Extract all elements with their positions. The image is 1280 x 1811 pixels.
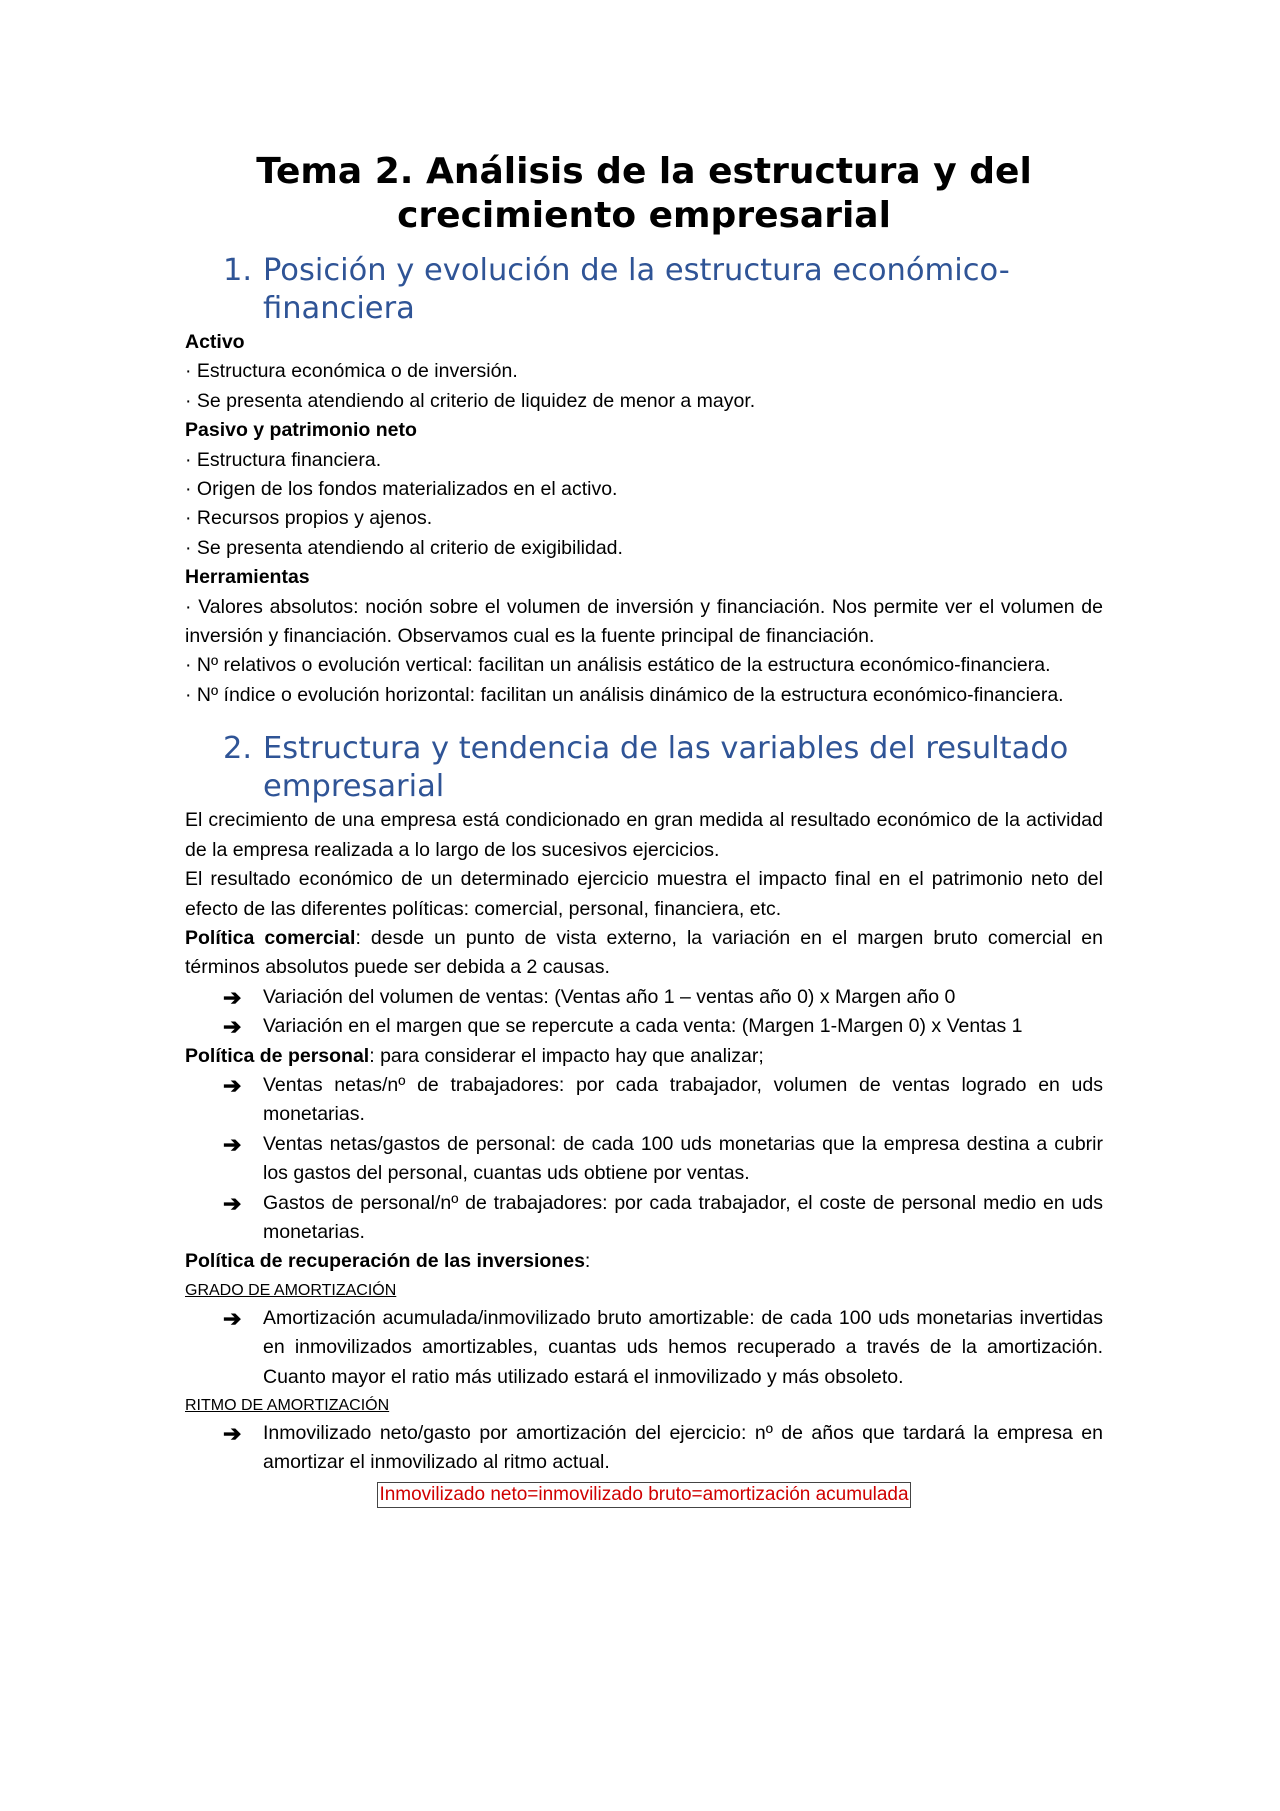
list-item [185, 983, 1103, 1012]
arrow-icon: ➔ [223, 1190, 242, 1216]
list-item [185, 1130, 1103, 1189]
formula-box-wrapper [185, 1480, 1103, 1509]
arrow-icon: ➔ [223, 1305, 242, 1331]
herramientas-paragraph: · Nº índice o evolución horizontal: facilitan un análisis dinámico de la estructura económico-financiera. [185, 683, 1064, 706]
politica-recuperacion [185, 1247, 1103, 1276]
politica-personal [185, 1042, 1103, 1071]
list-item [185, 1419, 1103, 1478]
pasivo-line: · Se presenta atendiendo al criterio de exigibilidad. [185, 536, 623, 559]
politica-comercial [185, 924, 1103, 983]
list-item-text: Ventas netas/gastos de personal: de cada 100 uds monetarias que la empresa destina a cubrir los gastos del personal, cuantas uds obtiene por ventas. [263, 1132, 1103, 1185]
grado-amortizacion-label: GRADO DE AMORTIZACIÓN [185, 1281, 397, 1299]
activo-line: · Se presenta atendiendo al criterio de liquidez de menor a mayor. [185, 389, 756, 412]
politica-recuperacion-label: Política de recuperación de las inversiones [185, 1250, 585, 1273]
herramientas-paragraph: · Nº relativos o evolución vertical: facilitan un análisis estático de la estructura económico-financiera. [185, 654, 1051, 677]
arrow-icon: ➔ [223, 1131, 242, 1157]
list-item-text: Inmovilizado neto/gasto por amortización del ejercicio: nº de años que tardará la empresa en amortizar el inmovilizado al ritmo actual. [263, 1422, 1103, 1474]
list-item [185, 1071, 1103, 1130]
section-2-title: Estructura y tendencia de las variables del resultado empresarial [263, 731, 1069, 805]
list-item-text: Variación del volumen de ventas: (Ventas año 1 – ventas año 0) x Margen año 0 [263, 985, 956, 1008]
politica-personal-label: Política de personal [185, 1044, 370, 1067]
ritmo-amortizacion-label: RITMO DE AMORTIZACIÓN [185, 1397, 390, 1414]
activo-label: Activo [185, 331, 245, 353]
herramientas-label: Herramientas [185, 566, 310, 589]
politica-comercial-text: : desde un punto de vista externo, la variación en el margen bruto comercial en términos absolutos puede ser debida a 2 causas. [185, 926, 1104, 979]
politica-comercial-label: Política comercial [185, 926, 356, 949]
intro-paragraph: El resultado económico de un determinado ejercicio muestra el impacto final en el patrimonio neto del efecto de las diferentes políticas: comercial, personal, financiera, etc. [185, 868, 1103, 920]
section-1-heading [185, 252, 1103, 328]
list-item-text: Variación en el margen que se repercute a cada venta: (Margen 1-Margen 0) x Ventas 1 [263, 1015, 1023, 1038]
activo-line: · Estructura económica o de inversión. [185, 360, 518, 383]
arrow-icon: ➔ [223, 1421, 242, 1446]
list-item [185, 1304, 1103, 1392]
section-1-title: Posición y evolución de la estructura económico-financiera [263, 253, 1010, 326]
page-title: Tema 2. Análisis de la estructura y del crecimiento empresarial [256, 151, 1032, 236]
politica-recuperacion-text: : [584, 1250, 591, 1273]
pasivo-line: · Estructura financiera. [185, 448, 382, 471]
list-item [185, 1012, 1103, 1041]
politica-personal-text: : para considerar el impacto hay que analizar; [369, 1044, 764, 1067]
pasivo-line: · Recursos propios y ajenos. [185, 507, 433, 530]
section-2-heading [185, 730, 1103, 806]
arrow-icon: ➔ [223, 1014, 242, 1040]
herramientas-paragraph: · Valores absolutos: noción sobre el volumen de inversión y financiación. Nos permite ver el volumen de inversión y financiación. Observamos cual es la fuente principal de financiación. [185, 595, 1103, 648]
list-item-text: Ventas netas/nº de trabajadores: por cada trabajador, volumen de ventas logrado en uds monetarias. [263, 1073, 1103, 1126]
pasivo-label: Pasivo y patrimonio neto [185, 419, 417, 442]
formula-box: Inmovilizado neto=inmovilizado bruto=amortización acumulada [377, 1482, 910, 1508]
document-page [185, 150, 1103, 1509]
arrow-icon: ➔ [223, 1072, 242, 1098]
section-1-number: 1. [223, 253, 253, 288]
list-item-text: Amortización acumulada/inmovilizado bruto amortizable: de cada 100 uds monetarias invertidas en inmovilizados amortizables, cuantas uds hemos recuperado a través de la amortización. Cuanto mayor el ratio más utilizado estará el inmovilizado y más obsoleto. [263, 1306, 1103, 1388]
intro-paragraph: El crecimiento de una empresa está condicionado en gran medida al resultado económico de la actividad de la empresa realizada a lo largo de los sucesivos ejercicios. [185, 809, 1103, 861]
pasivo-line: · Origen de los fondos materializados en el activo. [185, 478, 618, 501]
list-item-text: Gastos de personal/nº de trabajadores: por cada trabajador, el coste de personal medio en uds monetarias. [263, 1191, 1103, 1243]
list-item [185, 1189, 1103, 1248]
arrow-icon: ➔ [223, 984, 242, 1010]
section-2-number: 2. [223, 731, 253, 767]
